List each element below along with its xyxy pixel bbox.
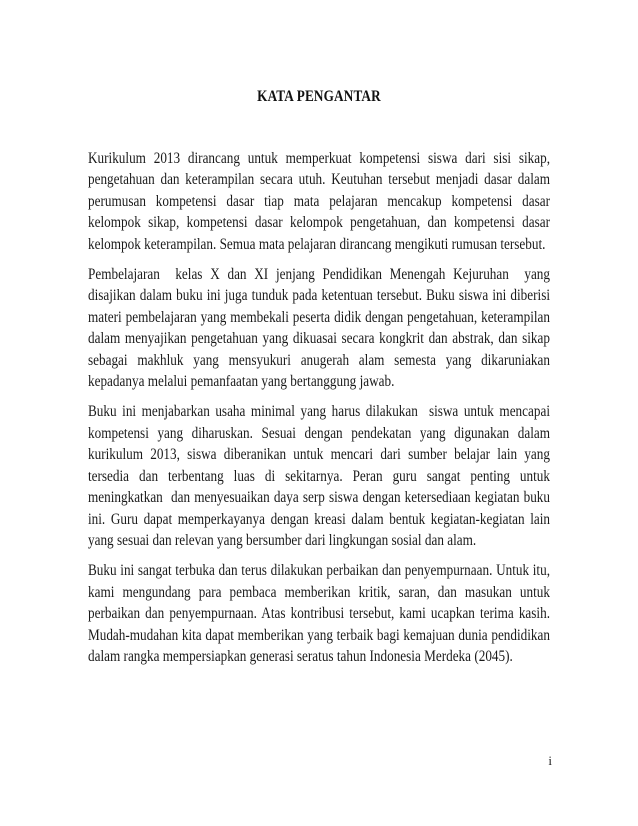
paragraph-3: Buku ini menjabarkan usaha minimal yang harus dilakukan siswa untuk mencapai kompetensi yang diharuskan. Sesuai dengan pendekatan yang digunakan dalam kurikulum 2013, siswa diberanikan untuk mencari dari sumber belajar lain yang tersedia dan terbentang luas di sekitarnya. Peran guru sangat penting untuk meningkatkan dan menyesuaikan daya serp siswa dengan ketersediaan kegiatan buku ini. Guru dapat memperkayanya dengan kreasi dalam bentuk kegiatan-kegiatan lain yang sesuai dan relevan yang bersumber dari lingkungan sosial dan alam. (88, 403, 550, 549)
paragraph-4: Buku ini sangat terbuka dan terus dilakukan perbaikan dan penyempurnaan. Untuk itu, kami mengundang para pembaca memberikan kritik, saran, dan masukan untuk perbaikan dan penyempurnaan. Atas kontribusi tersebut, kami ucapkan terima kasih. Mudah-mudahan kita dapat memberikan yang terbaik bagi kemajuan dunia pendidikan dalam rangka mempersiapkan generasi seratus tahun Indonesia Merdeka (2045). (88, 562, 550, 665)
paragraph-2: Pembelajaran kelas X dan XI jenjang Pendidikan Menengah Kejuruhan yang disajikan dalam buku ini juga tunduk pada ketentuan tersebut. Buku siswa ini diberisi materi pembelajaran yang membekali peserta didik dengan pengetahuan, keterampilan dalam menyajikan pengetahuan yang dikuasai secara kongkrit dan abstrak, dan sikap sebagai makhluk yang mensyukuri anugerah alam semesta yang dikaruniakan kepadanya melalui pemanfaatan yang bertanggung jawab. (88, 265, 550, 390)
page-number: i (548, 753, 552, 768)
paragraph-1: Kurikulum 2013 dirancang untuk memperkuat kompetensi siswa dari sisi sikap, pengetahuan dan keterampilan secara utuh. Keutuhan tersebut menjadi dasar dalam perumusan kompetensi dasar tiap mata pelajaran mencakup kompetensi dasar kelompok sikap, kompetensi dasar kelompok pengetahuan, dan kompetensi dasar kelompok keterampilan. Semua mata pelajaran dirancang mengikuti rumusan tersebut. (88, 149, 550, 253)
document-body (88, 86, 550, 668)
page-title: KATA PENGANTAR (257, 88, 381, 105)
